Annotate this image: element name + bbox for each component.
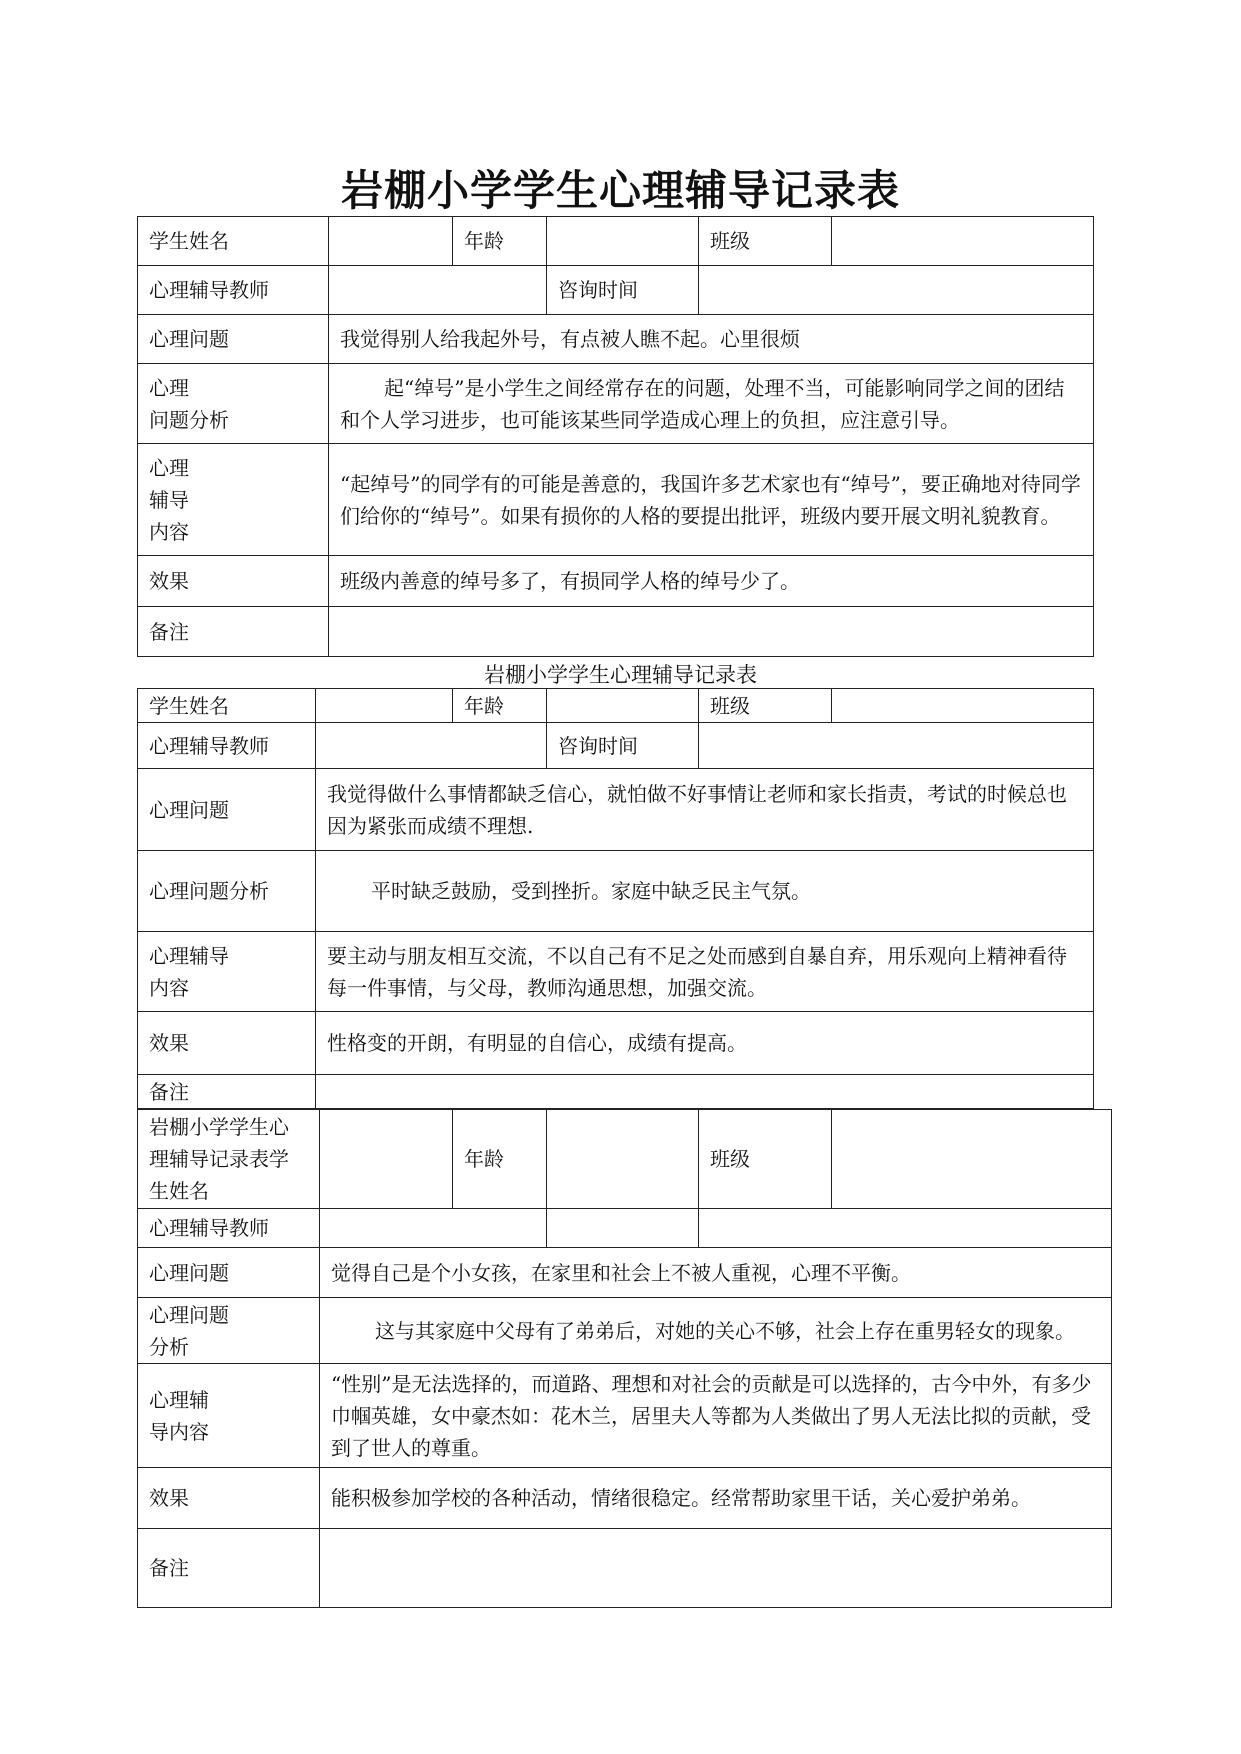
teacher-value[interactable] (329, 266, 547, 315)
form2-row-remark (138, 1075, 1094, 1109)
effect-value: 性格变的开朗，有明显的自信心，成绩有提高。 (316, 1012, 1094, 1075)
content-label-line: 心理辅 (149, 1387, 209, 1412)
analysis-label (138, 1298, 320, 1364)
remark-value[interactable] (316, 1075, 1094, 1109)
time-value[interactable] (699, 266, 1094, 315)
remark-value[interactable] (320, 1529, 1112, 1608)
remark-value[interactable] (329, 607, 1094, 657)
merged-label-line: 理辅导记录表学 (149, 1147, 289, 1171)
remark-label: 备注 (138, 1075, 316, 1109)
content-label (138, 444, 329, 556)
form2-row-problem (138, 769, 1094, 851)
effect-label: 效果 (138, 1012, 316, 1075)
teacher-value[interactable] (320, 1209, 547, 1248)
content-label-line: 心理辅导 (149, 943, 229, 968)
class-value[interactable] (832, 217, 1094, 266)
class-label: 班级 (699, 689, 832, 723)
analysis-text: 这与其家庭中父母有了弟弟后，对她的关心不够，社会上存在重男轻女的现象。 (375, 1318, 1075, 1343)
page-title: 岩棚小学学生心理辅导记录表 (340, 166, 900, 215)
content-label-line: 导内容 (149, 1419, 209, 1444)
form3-row-analysis (138, 1298, 1112, 1364)
form3-row-teacher (138, 1209, 1112, 1248)
content-label-line: 内容 (149, 519, 189, 544)
content-value: “性别”是无法选择的，而道路、理想和对社会的贡献是可以选择的，古今中外，有多少巾帼英雄，女中豪杰如：花木兰，居里夫人等都为人类做出了男人无法比拟的贡献，受到了世人的尊重。 (320, 1364, 1112, 1468)
problem-label: 心理问题 (138, 1248, 320, 1298)
analysis-text: 平时缺乏鼓励，受到挫折。家庭中缺乏民主气氛。 (371, 879, 811, 903)
analysis-label-line: 问题分析 (149, 407, 229, 432)
effect-value: 能积极参加学校的各种活动，情绪很稳定。经常帮助家里干话，关心爱护弟弟。 (320, 1468, 1112, 1529)
content-label (138, 932, 316, 1012)
analysis-value (320, 1298, 1112, 1364)
analysis-text: 起“绰号”是小学生之间经常存在的问题，处理不当，可能影响同学之间的团结和个人学习进步，也可能该某些同学造成心理上的负担，应注意引导。 (340, 375, 1065, 432)
form2-row-analysis (138, 851, 1094, 932)
name-label: 学生姓名 (138, 689, 316, 723)
effect-label: 效果 (138, 556, 329, 607)
remark-label: 备注 (138, 1529, 320, 1608)
problem-label: 心理问题 (138, 315, 329, 364)
remark-label: 备注 (138, 607, 329, 657)
form3-row-problem (138, 1248, 1112, 1298)
name-value[interactable] (329, 217, 453, 266)
form2-title: 岩棚小学学生心理辅导记录表 (484, 663, 757, 687)
form3-row-effect (138, 1468, 1112, 1529)
analysis-value (329, 364, 1094, 444)
form2-row-teacher (138, 723, 1094, 769)
problem-value: 觉得自己是个小女孩，在家里和社会上不被人重视，心理不平衡。 (320, 1248, 1112, 1298)
age-label: 年龄 (453, 689, 547, 723)
form1-row-effect (138, 556, 1094, 607)
time-value[interactable] (699, 1209, 1112, 1248)
analysis-label: 心理问题分析 (138, 851, 316, 932)
effect-value: 班级内善意的绰号多了，有损同学人格的绰号少了。 (329, 556, 1094, 607)
form3-row-basic (138, 1110, 1112, 1209)
class-value[interactable] (832, 689, 1094, 723)
problem-label: 心理问题 (138, 769, 316, 851)
age-value[interactable] (547, 689, 699, 723)
content-label (138, 1364, 320, 1468)
record-form-1 (137, 216, 1094, 657)
class-value[interactable] (832, 1110, 1112, 1209)
form1-row-problem (138, 315, 1094, 364)
record-form-3 (137, 1109, 1112, 1608)
time-label: 咨询时间 (547, 723, 699, 769)
content-value: 要主动与朋友相互交流，不以自己有不足之处而感到自暴自弃，用乐观向上精神看待每一件事情，与父母，教师沟通思想，加强交流。 (316, 932, 1094, 1012)
time-label: 咨询时间 (547, 266, 699, 315)
content-label-line: 心理 (149, 455, 189, 480)
analysis-label (138, 364, 329, 444)
form2-row-effect (138, 1012, 1094, 1075)
content-label-line: 辅导 (149, 487, 189, 512)
age-value[interactable] (547, 217, 699, 266)
form3-row-remark (138, 1529, 1112, 1608)
teacher-label: 心理辅导教师 (138, 1209, 320, 1248)
form1-row-teacher (138, 266, 1094, 315)
name-value[interactable] (316, 689, 453, 723)
problem-value: 我觉得别人给我起外号，有点被人瞧不起。心里很烦 (329, 315, 1094, 364)
content-label-line: 内容 (149, 975, 189, 1000)
teacher-label: 心理辅导教师 (138, 723, 316, 769)
class-label: 班级 (699, 217, 832, 266)
teacher-value[interactable] (316, 723, 547, 769)
merged-label-line: 生姓名 (149, 1179, 209, 1203)
form2-row-content (138, 932, 1094, 1012)
age-value[interactable] (547, 1110, 699, 1209)
age-label: 年龄 (453, 1110, 547, 1209)
name-value[interactable] (320, 1110, 453, 1209)
form1-row-analysis (138, 364, 1094, 444)
name-label: 学生姓名 (138, 217, 329, 266)
record-form-2 (137, 688, 1094, 1109)
analysis-value (316, 851, 1094, 932)
form1-row-content (138, 444, 1094, 556)
merged-label-line: 岩棚小学学生心 (149, 1115, 289, 1139)
age-label: 年龄 (453, 217, 547, 266)
form3-row-content (138, 1364, 1112, 1468)
analysis-label-line: 分析 (149, 1334, 189, 1359)
merged-title-name-label (138, 1110, 320, 1209)
effect-label: 效果 (138, 1468, 320, 1529)
content-value: “起绰号”的同学有的可能是善意的，我国许多艺术家也有“绰号”，要正确地对待同学们给你的“绰号”。如果有损你的人格的要提出批评，班级内要开展文明礼貌教育。 (329, 444, 1094, 556)
form1-row-remark (138, 607, 1094, 657)
class-label: 班级 (699, 1110, 832, 1209)
time-value-left[interactable] (547, 1209, 699, 1248)
problem-value: 我觉得做什么事情都缺乏信心，就怕做不好事情让老师和家长指责，考试的时候总也因为紧张而成绩不理想. (316, 769, 1094, 851)
teacher-label: 心理辅导教师 (138, 266, 329, 315)
analysis-label-line: 心理问题 (149, 1302, 229, 1327)
form2-row-basic (138, 689, 1094, 723)
time-value[interactable] (699, 723, 1094, 769)
form1-row-basic (138, 217, 1094, 266)
analysis-label-line: 心理 (149, 375, 189, 400)
